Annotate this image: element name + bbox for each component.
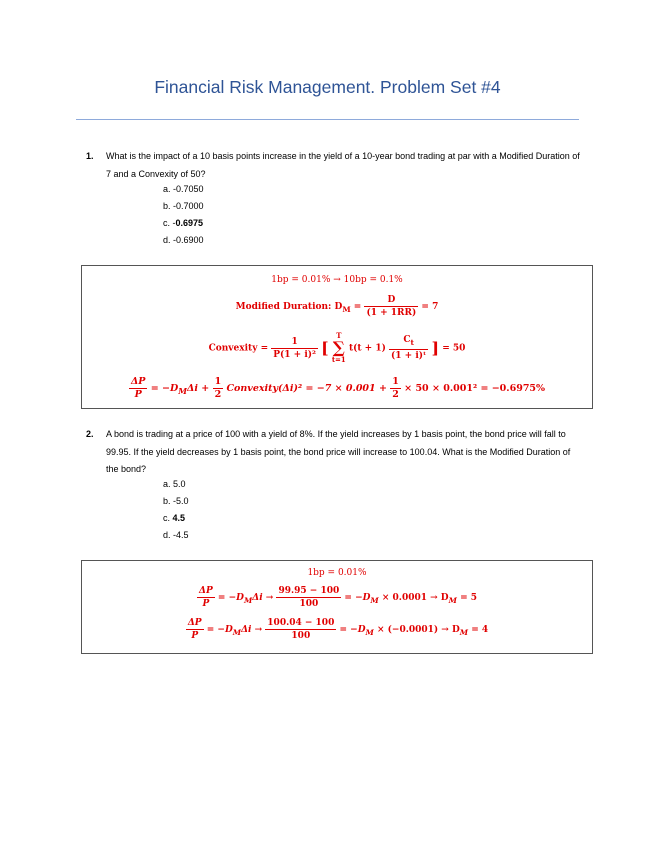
- solution-box-1: [81, 265, 593, 409]
- page-title: Financial Risk Management. Problem Set #4: [154, 77, 501, 97]
- left-bracket: [: [321, 338, 329, 358]
- option-d: d. -0.6900: [163, 235, 204, 245]
- half-fraction: $\frac{1}{2}$: [214, 376, 222, 400]
- question-text: What is the impact of a 10 basis points increase in the yield of a 10-year bond trading at par with a Modified Duration of 7 and a Convexity of 50?: [106, 151, 580, 179]
- price-change-result: $\frac{\Delta P}{P}$ = $-D_M\Delta i$ + $\frac{1}{2}$ Convexity(Δi)² = −7 × 0.001 + $\frac{1}{2}$ × 50 × 0.001² = −0.6975%: [130, 376, 546, 400]
- question-text: A bond is trading at a price of 100 with a yield of 8%. If the yield increases by 1 basis point, the bond price will fall to 99.95. If the yield decreases by 1 basis point, the bond price will increase to 100.04. What is the Modified Duration of the bond?: [106, 429, 571, 474]
- solution-box-2: [81, 560, 593, 654]
- question-2: [86, 426, 581, 479]
- title-divider: [76, 119, 579, 120]
- md-fraction: $\frac{D}{(1 + 1RR)}$: [366, 295, 417, 318]
- correct-answer: 0.6975: [175, 218, 204, 228]
- convexity-fraction: $\frac{1}{\text{P(1 + i)²}}$: [273, 336, 316, 360]
- question-number: 1.: [86, 151, 94, 161]
- option-d: d. -4.5: [163, 530, 189, 540]
- option-c: [163, 510, 185, 528]
- bp-conversion: 1bp = 0.01% → 10bp = 0.1%: [271, 275, 403, 285]
- convexity-formula: Convexity = $\frac{1}{\text{P(1 + i)²}}$ [ T ∑ t=1 t(t + 1) $\frac{C_t}{\text{(1 + i)ᵗ}}$ ] = 50: [208, 331, 466, 364]
- option-b: b. -5.0: [163, 496, 189, 506]
- price-fall-equation: $\frac{\Delta P}{P}$ = $-D_M\Delta i$ → $\frac{99.95 - 100}{100}$ = $-D_M \times 0.0001 \to D_M = 5$: [199, 586, 477, 609]
- option-c: [163, 215, 203, 233]
- modified-duration-formula: Modified Duration: $D_M$ = $\frac{D}{(1 + 1RR)}$ = 7: [235, 295, 439, 318]
- summation: T ∑ t=1: [331, 331, 346, 364]
- bp-conversion: 1bp = 0.01%: [307, 568, 367, 578]
- cashflow-fraction: $\frac{C_t}{\text{(1 + i)ᵗ}}$: [391, 335, 427, 361]
- option-b: b. -0.7000: [163, 201, 204, 211]
- question-number: 2.: [86, 429, 94, 439]
- option-c-label: c. -: [163, 218, 176, 228]
- half-fraction-2: $\frac{1}{2}$: [392, 376, 399, 400]
- correct-answer: 4.5: [172, 513, 186, 523]
- option-a: a. -0.7050: [163, 184, 204, 194]
- option-c-label: c.: [163, 513, 173, 523]
- delta-p-fraction: $\frac{\Delta P}{P}$: [130, 376, 146, 400]
- right-bracket: ]: [431, 338, 440, 358]
- option-a: a. 5.0: [163, 479, 186, 489]
- question-1: [86, 148, 581, 183]
- price-rise-equation: $\frac{\Delta P}{P}$ = $-D_M\Delta i$ → $\frac{100.04 - 100}{100}$ = $-D_M \times (-0.0001) \to D_M = 4$: [187, 618, 489, 641]
